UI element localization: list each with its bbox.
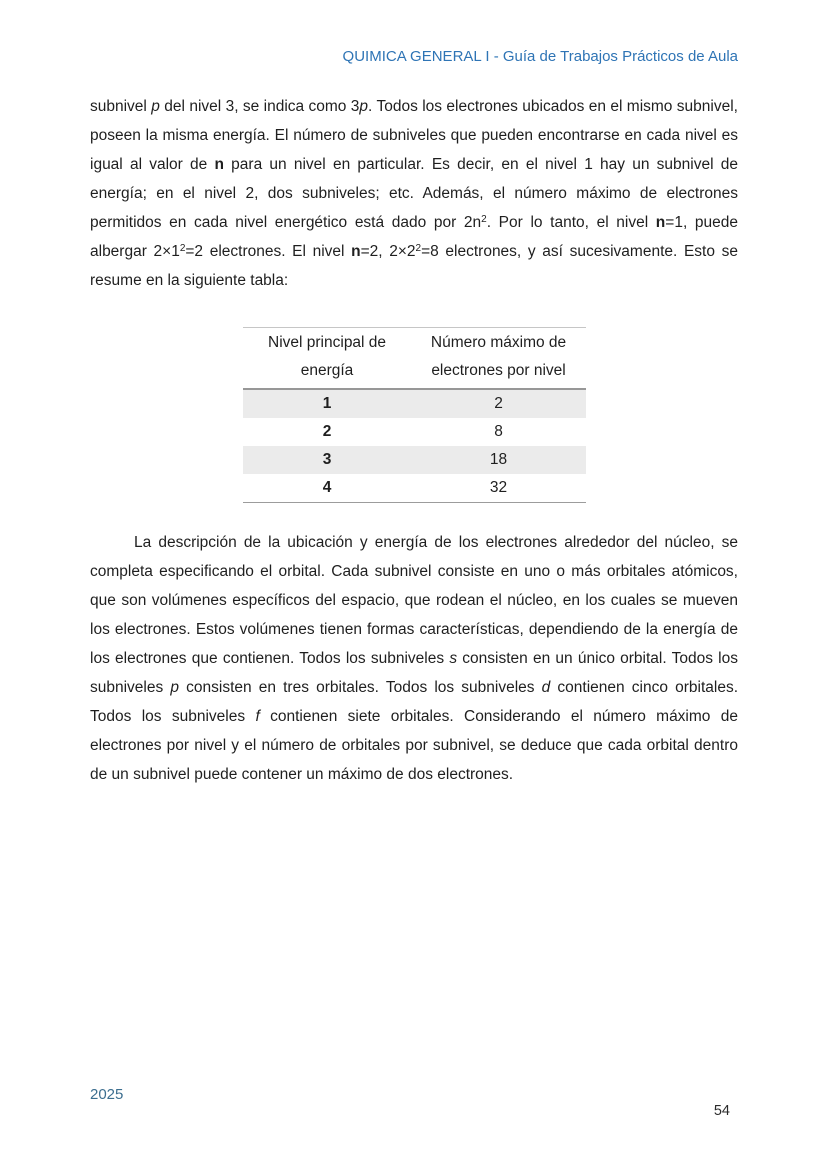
page-header-title: QUIMICA GENERAL I - Guía de Trabajos Prácticos de Aula <box>342 48 738 65</box>
cell-nivel-4: 4 <box>243 474 411 503</box>
table-row-nivel-1 <box>243 389 586 418</box>
table-header-nivel: Nivel principal de energía <box>243 328 411 390</box>
cell-nivel-3: 3 <box>322 451 332 468</box>
cell-electrones-1: 2 <box>494 395 503 412</box>
cell-nivel-2: 2 <box>322 423 332 440</box>
table-header-row <box>243 328 586 390</box>
electron-levels-table <box>243 327 586 503</box>
cell-nivel-1: 1 <box>322 395 332 412</box>
cell-electrones-3: 18 <box>489 451 508 468</box>
cell-electrones-2: 8 <box>494 423 503 440</box>
table-header-electrones: Número máximo de electrones por nivel <box>411 328 586 390</box>
cell-electrones-4: 32 <box>411 474 586 503</box>
paragraph-subniveles: subnivel p del nivel 3, se indica como 3p. Todos los electrones ubicados en el mismo subnivel, poseen la misma energía. El número de subniveles que pueden encontrarse en cada nivel es igual al valor de n para un nivel en particular. Es decir, en el nivel 1 hay un subnivel de energía; en el nivel 2, dos subniveles; etc. Además, el número máximo de electrones permitidos en cada nivel energético está dado por $2n^2$. Por lo tanto, el nivel n=1, puede albergar $2\times 1^2=2$ electrones. El nivel n=2, $2\times 2^2=8$ electrones, y así sucesivamente. Esto se resume en la siguiente tabla: <box>90 98 738 289</box>
table-row-nivel-3 <box>243 446 586 474</box>
footer-year: 2025 <box>90 1086 124 1103</box>
table-row-nivel-4 <box>243 474 586 503</box>
paragraph-orbitales: La descripción de la ubicación y energía de los electrones alrededor del núcleo, se completa especificando el orbital. Cada subnivel consiste en uno o más orbitales atómicos, que son volúmenes específicos del espacio, que rodean el núcleo, en los cuales se mueven los electrones. Estos volúmenes tienen formas características, dependiendo de la energía de los electrones que contienen. Todos los subniveles s consisten en un único orbital. Todos los subniveles p consisten en tres orbitales. Todos los subniveles d contienen cinco orbitales. Todos los subniveles f contienen siete orbitales. Considerando el número máximo de electrones por nivel y el número de orbitales por subnivel, se deduce que cada orbital dentro de un subnivel puede contener un máximo de dos electrones. <box>90 534 738 783</box>
table-row-nivel-2 <box>243 418 586 446</box>
page-number: 54 <box>713 1103 730 1119</box>
